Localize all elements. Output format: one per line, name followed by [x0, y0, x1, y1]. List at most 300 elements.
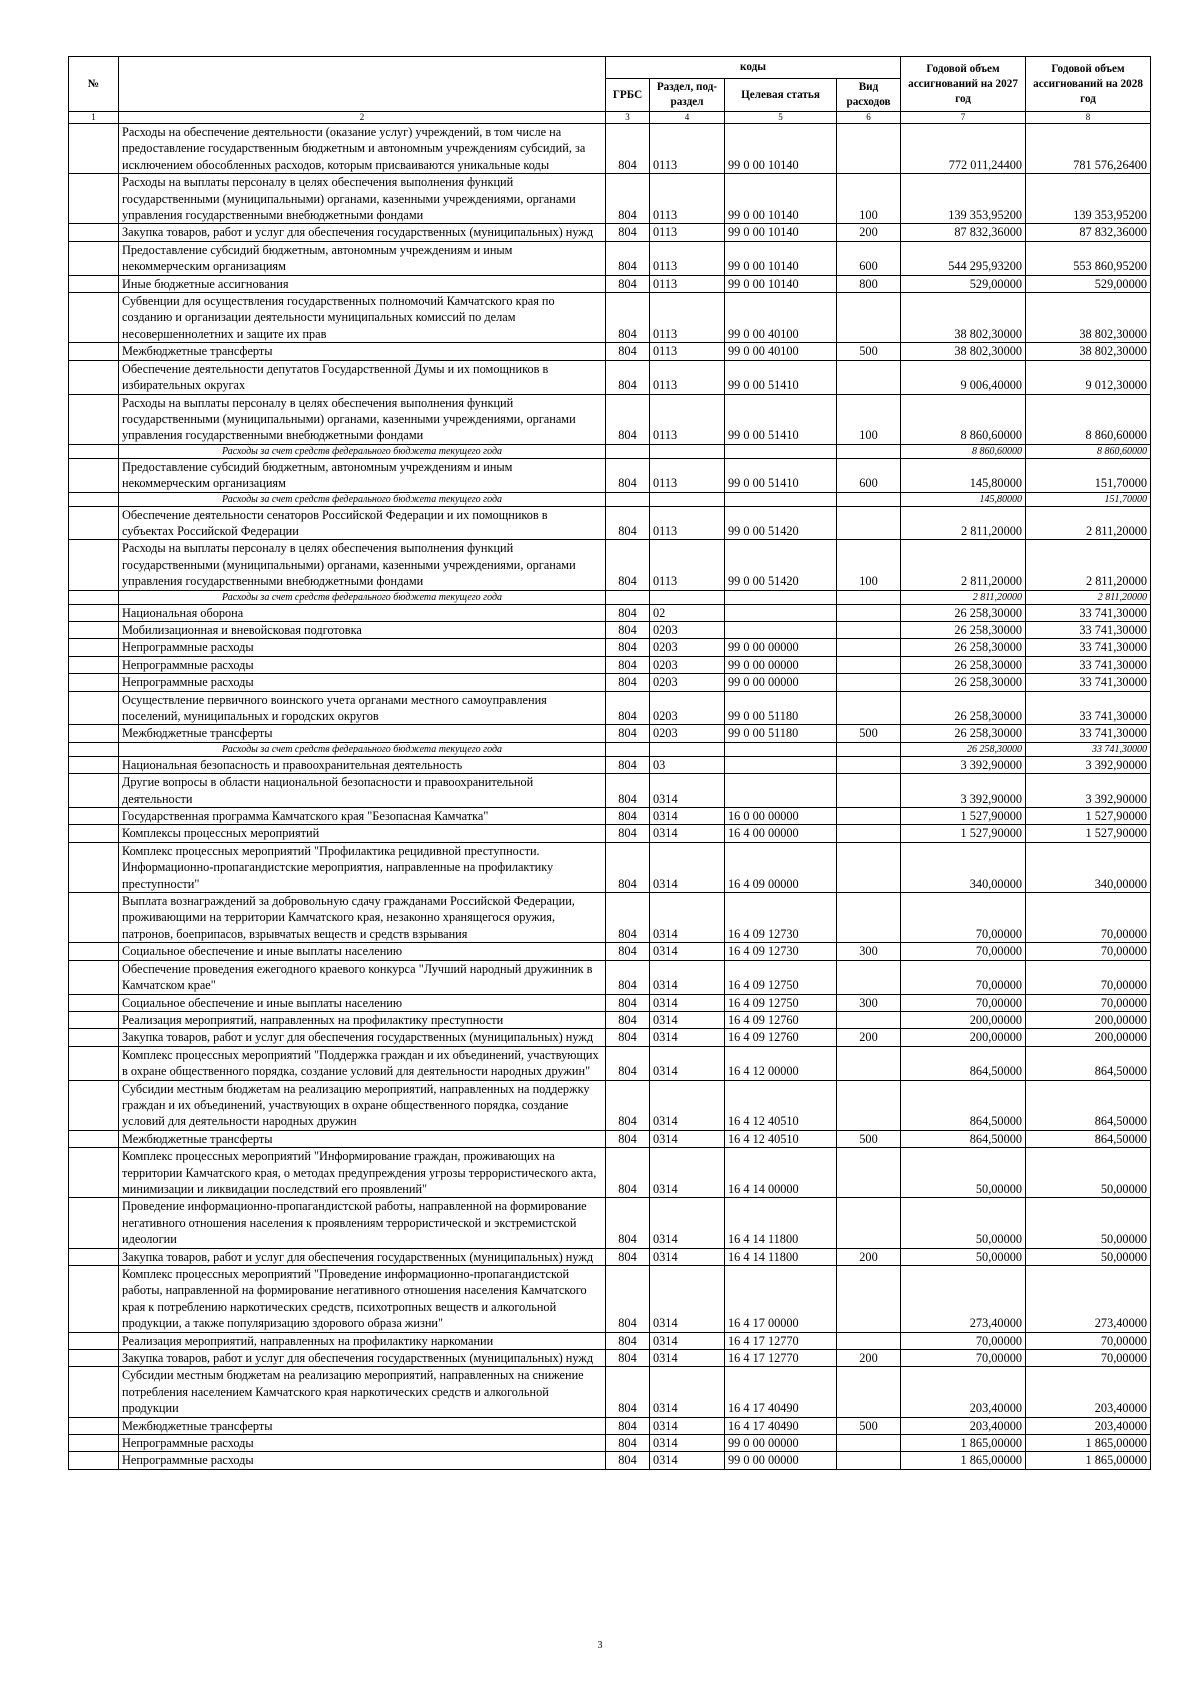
cell-target: 16 4 09 12760: [725, 1029, 837, 1046]
cell-section: 0314: [650, 1367, 725, 1417]
header-codes: коды: [606, 57, 901, 79]
cell-2027: 203,40000: [901, 1417, 1026, 1434]
table-row: [69, 842, 1151, 892]
cell-num: [69, 994, 119, 1011]
cell-num: [69, 691, 119, 725]
cell-2027: 26 258,30000: [901, 725, 1026, 742]
table-row: [69, 960, 1151, 994]
cell-grbs: 804: [606, 275, 650, 292]
cell-2028: 864,50000: [1026, 1130, 1151, 1147]
cell-section: 0113: [650, 174, 725, 224]
table-row: [69, 943, 1151, 960]
cell-num: [69, 1198, 119, 1248]
cell-target: 16 4 09 00000: [725, 842, 837, 892]
cell-kind: 100: [837, 174, 901, 224]
table-row: [69, 725, 1151, 742]
cell-grbs: 804: [606, 458, 650, 492]
colnum: 6: [837, 112, 901, 124]
cell-2027: 70,00000: [901, 1332, 1026, 1349]
cell-target: 16 4 09 12730: [725, 943, 837, 960]
cell-grbs: 804: [606, 1198, 650, 1248]
cell-grbs: [606, 742, 650, 756]
cell-2028: 70,00000: [1026, 1332, 1151, 1349]
cell-num: [69, 893, 119, 943]
cell-section: 0203: [650, 621, 725, 638]
cell-target: 16 4 12 40510: [725, 1080, 837, 1130]
cell-kind: 200: [837, 224, 901, 241]
cell-2027: 203,40000: [901, 1367, 1026, 1417]
cell-target: 16 4 17 40490: [725, 1367, 837, 1417]
cell-kind: [837, 506, 901, 540]
cell-section: 0314: [650, 825, 725, 842]
cell-target: 99 0 00 40100: [725, 293, 837, 343]
cell-target: 16 4 09 12730: [725, 893, 837, 943]
cell-2028: 139 353,95200: [1026, 174, 1151, 224]
cell-2028: 151,70000: [1026, 458, 1151, 492]
cell-2027: 864,50000: [901, 1046, 1026, 1080]
cell-2027: 70,00000: [901, 994, 1026, 1011]
cell-num: [69, 756, 119, 773]
table-row: [69, 1198, 1151, 1248]
cell-name: Реализация мероприятий, направленных на профилактику преступности: [119, 1011, 606, 1028]
table-row: [69, 1046, 1151, 1080]
cell-grbs: 804: [606, 293, 650, 343]
cell-2027: 26 258,30000: [901, 656, 1026, 673]
cell-grbs: 804: [606, 774, 650, 808]
table-row: [69, 1417, 1151, 1434]
cell-2027: 2 811,20000: [901, 540, 1026, 590]
cell-grbs: 804: [606, 1435, 650, 1452]
header-target: Целевая статья: [725, 79, 837, 112]
cell-num: [69, 674, 119, 691]
cell-target: [725, 621, 837, 638]
cell-grbs: 804: [606, 1417, 650, 1434]
cell-2028: 38 802,30000: [1026, 293, 1151, 343]
cell-num: [69, 943, 119, 960]
cell-target: 99 0 00 51420: [725, 506, 837, 540]
colnum: 4: [650, 112, 725, 124]
cell-section: 0314: [650, 1417, 725, 1434]
cell-num: [69, 1367, 119, 1417]
cell-grbs: 804: [606, 1452, 650, 1469]
cell-name: Закупка товаров, работ и услуг для обеспечения государственных (муниципальных) нужд: [119, 224, 606, 241]
cell-name: Комплекс процессных мероприятий "Информирование граждан, проживающих на территории Камчатского края, о методах предупреждения угрозы террористического акта, минимизации и ликвидации последствий его проявлений": [119, 1148, 606, 1198]
cell-kind: [837, 639, 901, 656]
cell-grbs: 804: [606, 1011, 650, 1028]
cell-2027: 50,00000: [901, 1248, 1026, 1265]
cell-name: Расходы за счет средств федерального бюджета текущего года: [119, 492, 606, 506]
cell-target: [725, 444, 837, 458]
cell-2028: 203,40000: [1026, 1367, 1151, 1417]
cell-name: Непрограммные расходы: [119, 1435, 606, 1452]
cell-target: 16 4 17 12770: [725, 1350, 837, 1367]
cell-name: Социальное обеспечение и иные выплаты населению: [119, 943, 606, 960]
cell-section: 0113: [650, 458, 725, 492]
cell-grbs: 804: [606, 1029, 650, 1046]
table-row: [69, 1130, 1151, 1147]
cell-num: [69, 224, 119, 241]
cell-2028: 33 741,30000: [1026, 621, 1151, 638]
cell-kind: 300: [837, 994, 901, 1011]
cell-section: 0203: [650, 639, 725, 656]
table-row: [69, 656, 1151, 673]
cell-section: 02: [650, 604, 725, 621]
cell-name: Непрограммные расходы: [119, 639, 606, 656]
cell-num: [69, 774, 119, 808]
cell-target: 16 4 09 12750: [725, 994, 837, 1011]
cell-section: 0314: [650, 1148, 725, 1198]
cell-num: [69, 1350, 119, 1367]
cell-grbs: 804: [606, 1367, 650, 1417]
cell-grbs: 804: [606, 842, 650, 892]
cell-2028: 70,00000: [1026, 960, 1151, 994]
header-2027: Годовой объем ассигнований на 2027 год: [901, 57, 1026, 112]
cell-section: 0314: [650, 1080, 725, 1130]
cell-2027: 2 811,20000: [901, 590, 1026, 604]
cell-2028: 1 865,00000: [1026, 1452, 1151, 1469]
cell-kind: [837, 1011, 901, 1028]
cell-section: 0314: [650, 774, 725, 808]
cell-target: 99 0 00 00000: [725, 656, 837, 673]
cell-section: [650, 590, 725, 604]
cell-name: Иные бюджетные ассигнования: [119, 275, 606, 292]
cell-2028: 50,00000: [1026, 1148, 1151, 1198]
cell-num: [69, 1046, 119, 1080]
cell-num: [69, 1248, 119, 1265]
table-row: [69, 1350, 1151, 1367]
cell-num: [69, 1011, 119, 1028]
cell-kind: [837, 604, 901, 621]
cell-num: [69, 1266, 119, 1333]
cell-name: Расходы за счет средств федерального бюджета текущего года: [119, 742, 606, 756]
cell-2028: 8 860,60000: [1026, 444, 1151, 458]
cell-2027: 38 802,30000: [901, 293, 1026, 343]
cell-grbs: 804: [606, 656, 650, 673]
table-row: [69, 293, 1151, 343]
cell-kind: [837, 444, 901, 458]
budget-sheet: [68, 56, 1150, 1470]
cell-2028: 70,00000: [1026, 893, 1151, 943]
cell-2028: 50,00000: [1026, 1198, 1151, 1248]
cell-section: 0314: [650, 1435, 725, 1452]
cell-2028: 33 741,30000: [1026, 725, 1151, 742]
cell-name: Расходы за счет средств федерального бюджета текущего года: [119, 444, 606, 458]
cell-grbs: 804: [606, 1266, 650, 1333]
cell-section: [650, 742, 725, 756]
cell-2028: 33 741,30000: [1026, 604, 1151, 621]
cell-num: [69, 1417, 119, 1434]
table-row: [69, 1248, 1151, 1265]
cell-section: 0314: [650, 1011, 725, 1028]
cell-name: Комплекс процессных мероприятий "Профилактика рецидивной преступности. Информационно-пропагандистские мероприятия, направленные на профилактику преступности": [119, 842, 606, 892]
cell-section: 0314: [650, 1266, 725, 1333]
cell-grbs: 804: [606, 639, 650, 656]
cell-target: 99 0 00 51410: [725, 458, 837, 492]
cell-grbs: 804: [606, 604, 650, 621]
cell-target: 16 4 12 40510: [725, 1130, 837, 1147]
cell-section: 0314: [650, 994, 725, 1011]
cell-2028: 70,00000: [1026, 1350, 1151, 1367]
cell-kind: [837, 808, 901, 825]
cell-grbs: 804: [606, 1350, 650, 1367]
cell-num: [69, 656, 119, 673]
cell-num: [69, 343, 119, 360]
cell-target: 16 4 09 12750: [725, 960, 837, 994]
cell-2027: 145,80000: [901, 492, 1026, 506]
cell-num: [69, 174, 119, 224]
cell-2027: 200,00000: [901, 1029, 1026, 1046]
cell-section: 0314: [650, 1046, 725, 1080]
cell-target: [725, 604, 837, 621]
cell-name: Выплата вознаграждений за добровольную сдачу гражданами Российской Федерации, проживающими на территории Камчатского края, незаконно хранящегося оружия, патронов, боеприпасов, взрывчатых веществ и средств взрывания: [119, 893, 606, 943]
cell-2028: 781 576,26400: [1026, 124, 1151, 174]
cell-2027: 544 295,93200: [901, 241, 1026, 275]
cell-grbs: 804: [606, 943, 650, 960]
cell-grbs: 804: [606, 241, 650, 275]
cell-num: [69, 1332, 119, 1349]
cell-2027: 70,00000: [901, 1350, 1026, 1367]
cell-2028: 200,00000: [1026, 1011, 1151, 1028]
cell-2028: 50,00000: [1026, 1248, 1151, 1265]
cell-name: Комплексы процессных мероприятий: [119, 825, 606, 842]
cell-2027: 26 258,30000: [901, 691, 1026, 725]
cell-section: 0314: [650, 960, 725, 994]
cell-section: 0314: [650, 1029, 725, 1046]
cell-section: 0203: [650, 691, 725, 725]
cell-grbs: 804: [606, 994, 650, 1011]
cell-kind: 100: [837, 394, 901, 444]
table-row: [69, 444, 1151, 458]
cell-num: [69, 506, 119, 540]
cell-name: Социальное обеспечение и иные выплаты населению: [119, 994, 606, 1011]
cell-kind: [837, 1452, 901, 1469]
cell-section: 0203: [650, 656, 725, 673]
table-row: [69, 1080, 1151, 1130]
cell-name: Мобилизационная и вневойсковая подготовка: [119, 621, 606, 638]
cell-grbs: [606, 444, 650, 458]
cell-kind: [837, 1080, 901, 1130]
cell-grbs: 804: [606, 621, 650, 638]
cell-2027: 87 832,36000: [901, 224, 1026, 241]
cell-num: [69, 742, 119, 756]
table-row: [69, 1266, 1151, 1333]
cell-2027: 26 258,30000: [901, 604, 1026, 621]
cell-target: 99 0 00 10140: [725, 241, 837, 275]
header-kind: Вид расходов: [837, 79, 901, 112]
cell-num: [69, 293, 119, 343]
cell-num: [69, 492, 119, 506]
cell-name: Межбюджетные трансферты: [119, 1417, 606, 1434]
cell-section: 0314: [650, 808, 725, 825]
cell-section: 0113: [650, 224, 725, 241]
cell-2028: 70,00000: [1026, 994, 1151, 1011]
cell-section: 0314: [650, 1198, 725, 1248]
cell-section: 0314: [650, 1350, 725, 1367]
cell-num: [69, 394, 119, 444]
cell-kind: [837, 1148, 901, 1198]
cell-name: Межбюджетные трансферты: [119, 343, 606, 360]
cell-section: [650, 492, 725, 506]
cell-target: 16 4 12 00000: [725, 1046, 837, 1080]
cell-section: 0113: [650, 293, 725, 343]
cell-num: [69, 725, 119, 742]
table-row: [69, 756, 1151, 773]
table-row: [69, 241, 1151, 275]
cell-2027: 1 527,90000: [901, 825, 1026, 842]
cell-grbs: 804: [606, 540, 650, 590]
cell-num: [69, 1435, 119, 1452]
table-row: [69, 674, 1151, 691]
cell-2027: 139 353,95200: [901, 174, 1026, 224]
cell-section: 0113: [650, 394, 725, 444]
table-row: [69, 1332, 1151, 1349]
cell-name: Проведение информационно-пропагандистской работы, направленной на формирование негативного отношения населения к проявлениям террористической и экстремистской идеологии: [119, 1198, 606, 1248]
cell-2028: 33 741,30000: [1026, 674, 1151, 691]
cell-2028: 2 811,20000: [1026, 540, 1151, 590]
cell-name: Обеспечение деятельности сенаторов Российской Федерации и их помощников в субъектах Российской Федерации: [119, 506, 606, 540]
cell-2027: 70,00000: [901, 960, 1026, 994]
cell-kind: [837, 691, 901, 725]
cell-section: 0314: [650, 1332, 725, 1349]
table-row: [69, 1367, 1151, 1417]
cell-name: Обеспечение проведения ежегодного краевого конкурса "Лучший народный дружинник в Камчатском крае": [119, 960, 606, 994]
header-2028: Годовой объем ассигнований на 2028 год: [1026, 57, 1151, 112]
colnum: 2: [119, 112, 606, 124]
table-row: [69, 639, 1151, 656]
cell-kind: [837, 621, 901, 638]
cell-num: [69, 639, 119, 656]
cell-2027: 273,40000: [901, 1266, 1026, 1333]
cell-num: [69, 360, 119, 394]
cell-num: [69, 1130, 119, 1147]
cell-2027: 529,00000: [901, 275, 1026, 292]
cell-kind: 500: [837, 1130, 901, 1147]
cell-target: 99 0 00 10140: [725, 224, 837, 241]
cell-name: Национальная оборона: [119, 604, 606, 621]
table-row: [69, 621, 1151, 638]
cell-kind: [837, 1332, 901, 1349]
cell-kind: [837, 360, 901, 394]
cell-grbs: 804: [606, 960, 650, 994]
cell-section: 0113: [650, 506, 725, 540]
cell-kind: [837, 124, 901, 174]
cell-target: 99 0 00 10140: [725, 174, 837, 224]
cell-2027: 864,50000: [901, 1080, 1026, 1130]
cell-kind: [837, 293, 901, 343]
cell-grbs: 804: [606, 674, 650, 691]
cell-section: [650, 444, 725, 458]
table-row: [69, 394, 1151, 444]
cell-target: 99 0 00 51410: [725, 360, 837, 394]
cell-section: 0113: [650, 540, 725, 590]
header-name: [119, 57, 606, 112]
cell-target: 99 0 00 00000: [725, 674, 837, 691]
cell-target: 99 0 00 00000: [725, 1452, 837, 1469]
cell-name: Расходы за счет средств федерального бюджета текущего года: [119, 590, 606, 604]
cell-2028: 864,50000: [1026, 1080, 1151, 1130]
cell-kind: 600: [837, 458, 901, 492]
cell-2027: 864,50000: [901, 1130, 1026, 1147]
cell-2027: 2 811,20000: [901, 506, 1026, 540]
cell-section: 0314: [650, 842, 725, 892]
table-row: [69, 174, 1151, 224]
table-row: [69, 808, 1151, 825]
header-grbs: ГРБС: [606, 79, 650, 112]
table-row: [69, 604, 1151, 621]
cell-name: Непрограммные расходы: [119, 1452, 606, 1469]
table-row: [69, 825, 1151, 842]
cell-2028: 9 012,30000: [1026, 360, 1151, 394]
table-row: [69, 1452, 1151, 1469]
cell-name: Межбюджетные трансферты: [119, 725, 606, 742]
cell-kind: 800: [837, 275, 901, 292]
header-section: Раздел, под-раздел: [650, 79, 725, 112]
table-row: [69, 691, 1151, 725]
cell-2027: 3 392,90000: [901, 756, 1026, 773]
cell-2028: 87 832,36000: [1026, 224, 1151, 241]
table-row: [69, 492, 1151, 506]
cell-num: [69, 960, 119, 994]
table-row: [69, 1011, 1151, 1028]
cell-2028: 529,00000: [1026, 275, 1151, 292]
cell-2028: 340,00000: [1026, 842, 1151, 892]
cell-section: 0314: [650, 1452, 725, 1469]
cell-target: 99 0 00 51180: [725, 725, 837, 742]
cell-target: [725, 742, 837, 756]
cell-grbs: 804: [606, 1130, 650, 1147]
table-row: [69, 774, 1151, 808]
cell-2028: 38 802,30000: [1026, 343, 1151, 360]
table-row: [69, 275, 1151, 292]
page-number: 3: [597, 1640, 603, 1651]
cell-2028: 200,00000: [1026, 1029, 1151, 1046]
cell-2028: 33 741,30000: [1026, 691, 1151, 725]
cell-target: 16 4 14 00000: [725, 1148, 837, 1198]
cell-kind: [837, 492, 901, 506]
cell-name: Государственная программа Камчатского края "Безопасная Камчатка": [119, 808, 606, 825]
cell-2027: 340,00000: [901, 842, 1026, 892]
cell-kind: [837, 742, 901, 756]
cell-name: Субсидии местным бюджетам на реализацию мероприятий, направленных на поддержку граждан и их объединений, участвующих в охране общественного порядка, создание условий для деятельности народных дружин: [119, 1080, 606, 1130]
cell-num: [69, 1080, 119, 1130]
cell-kind: 200: [837, 1029, 901, 1046]
cell-kind: [837, 1367, 901, 1417]
cell-name: Субсидии местным бюджетам на реализацию мероприятий, направленных на снижение потребления населением Камчатского края наркотических средств и алкогольной продукции: [119, 1367, 606, 1417]
table-body: [69, 124, 1151, 1470]
cell-2027: 8 860,60000: [901, 444, 1026, 458]
cell-2028: 273,40000: [1026, 1266, 1151, 1333]
cell-num: [69, 590, 119, 604]
table-row: [69, 224, 1151, 241]
cell-name: Комплекс процессных мероприятий "Поддержка граждан и их объединений, участвующих в охране общественного порядка, создание условий для деятельности народных дружин": [119, 1046, 606, 1080]
cell-target: 16 4 17 00000: [725, 1266, 837, 1333]
cell-2028: 151,70000: [1026, 492, 1151, 506]
cell-section: 0113: [650, 343, 725, 360]
table-row: [69, 540, 1151, 590]
cell-name: Закупка товаров, работ и услуг для обеспечения государственных (муниципальных) нужд: [119, 1350, 606, 1367]
cell-target: 16 4 17 12770: [725, 1332, 837, 1349]
cell-num: [69, 825, 119, 842]
cell-name: Другие вопросы в области национальной безопасности и правоохранительной деятельности: [119, 774, 606, 808]
cell-grbs: 804: [606, 1248, 650, 1265]
cell-2028: 2 811,20000: [1026, 590, 1151, 604]
cell-grbs: 804: [606, 174, 650, 224]
colnum: 3: [606, 112, 650, 124]
cell-name: Обеспечение деятельности депутатов Государственной Думы и их помощников в избирательных округах: [119, 360, 606, 394]
cell-section: 0203: [650, 725, 725, 742]
cell-num: [69, 241, 119, 275]
cell-num: [69, 1148, 119, 1198]
